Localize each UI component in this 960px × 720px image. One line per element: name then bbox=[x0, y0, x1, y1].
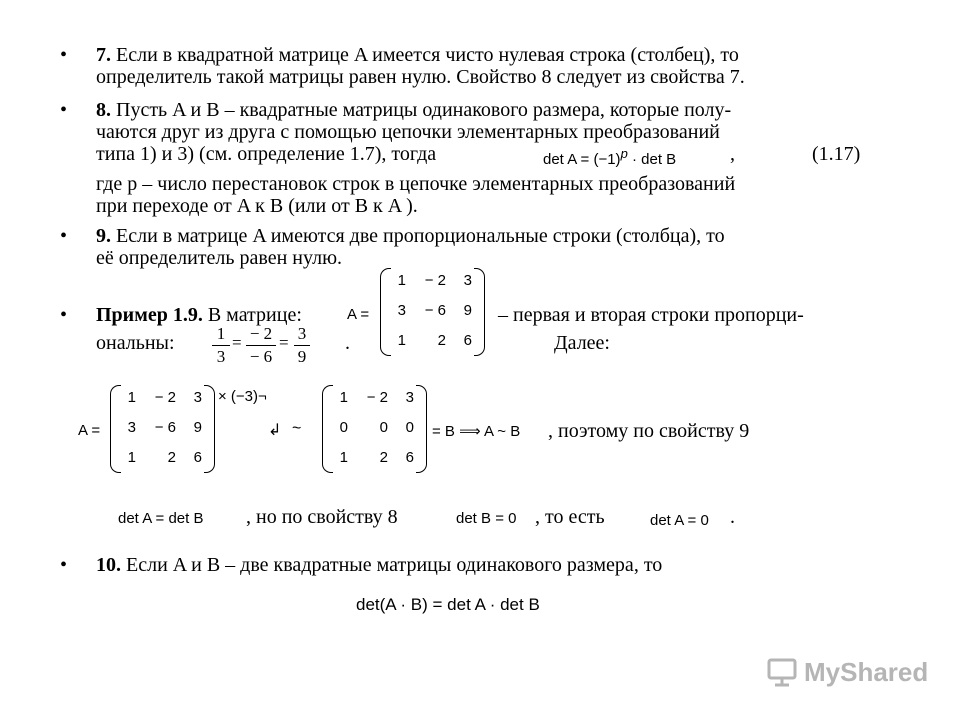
fraction-eq-2: = bbox=[279, 333, 289, 352]
transform-tail: , поэтому по свойству 9 bbox=[548, 420, 750, 442]
example-dot: . bbox=[345, 332, 350, 354]
item-7-line1 bbox=[96, 44, 739, 66]
example-line1 bbox=[96, 304, 302, 326]
fraction-2 bbox=[246, 324, 276, 367]
item-9-line1 bbox=[96, 225, 725, 247]
fraction-3-bar bbox=[294, 345, 310, 346]
item-8-line3: типа 1) и 3) (см. определение 1.7), тогда bbox=[96, 143, 437, 165]
matrix-cell: 6 bbox=[463, 332, 472, 349]
matrix-cell: 1 bbox=[127, 389, 136, 406]
fraction-1-den: 3 bbox=[216, 347, 226, 366]
watermark-text: MyShared bbox=[804, 656, 929, 687]
matrix-cell: 1 bbox=[339, 449, 348, 466]
row-multiplier: × (−3)¬ bbox=[218, 388, 267, 405]
bullet-10: • bbox=[60, 554, 68, 576]
fraction-2-den: − 6 bbox=[249, 347, 273, 366]
equals-b-implies: = B ⟹ A ~ B bbox=[432, 423, 521, 440]
example-label: Пример 1.9. bbox=[96, 304, 203, 326]
fraction-2-bar bbox=[246, 345, 276, 346]
matrix-cell: 3 bbox=[463, 272, 472, 289]
watermark bbox=[766, 656, 928, 688]
item-8-line4: где p – число перестановок строк в цепочке элементарных преобразований bbox=[96, 173, 736, 195]
item-7-number: 7. bbox=[96, 44, 111, 66]
matrix-cell: 1 bbox=[127, 449, 136, 466]
matrix-cell: 3 bbox=[405, 389, 414, 406]
fraction-2-num: − 2 bbox=[249, 324, 273, 343]
matrix-cell: 9 bbox=[193, 419, 202, 436]
fraction-3-den: 9 bbox=[297, 347, 307, 366]
conclusion-text1: , но по свойству 8 bbox=[246, 506, 398, 528]
matrix-right-bracket bbox=[204, 385, 215, 473]
fraction-1-num: 1 bbox=[216, 324, 226, 343]
matrix-cell: 9 bbox=[463, 302, 472, 319]
fraction-1 bbox=[212, 324, 230, 367]
item-10-line1 bbox=[96, 554, 662, 576]
matrix-cell: 3 bbox=[397, 302, 406, 319]
example-text1: В матрице: bbox=[207, 304, 302, 326]
example-matrix bbox=[380, 268, 485, 356]
matrix-cell: 2 bbox=[167, 449, 176, 466]
matrix-cell: 6 bbox=[193, 449, 202, 466]
example-a-eq: A = bbox=[347, 306, 370, 323]
example-text3: ональны: bbox=[96, 332, 175, 354]
formula-1-17-rhs: · det B bbox=[631, 151, 677, 168]
formula-comma: , bbox=[730, 143, 735, 165]
conclusion-text2: , то есть bbox=[535, 506, 605, 528]
fraction-eq-1: = bbox=[232, 333, 242, 352]
matrix-cell: − 2 bbox=[154, 389, 176, 406]
fraction-3-num: 3 bbox=[297, 324, 307, 343]
item-8-line1 bbox=[96, 99, 731, 121]
item-7-line2: определитель такой матрицы равен нулю. Свойство 8 следует из свойства 7. bbox=[96, 66, 745, 88]
matrix-cell: 2 bbox=[437, 332, 446, 349]
item-8-number: 8. bbox=[96, 99, 111, 121]
bullet-example: • bbox=[60, 304, 68, 326]
conclusion-dot: . bbox=[730, 506, 735, 528]
item-8-line2: чаются друг из друга с помощью цепочки элементарных преобразований bbox=[96, 121, 720, 143]
matrix-cell: 0 bbox=[405, 419, 414, 436]
equation-number: (1.17) bbox=[812, 143, 861, 165]
formula-det-a-zero: det A = 0 bbox=[650, 512, 709, 529]
matrix-cell: − 6 bbox=[154, 419, 176, 436]
formula-det-b-zero: det B = 0 bbox=[456, 510, 517, 527]
matrix-cell: 0 bbox=[339, 419, 348, 436]
transform-matrix-b bbox=[322, 385, 427, 473]
matrix-right-bracket bbox=[474, 268, 485, 356]
matrix-cell: 2 bbox=[379, 449, 388, 466]
formula-det-product: det(A · B) = det A · det B bbox=[356, 595, 540, 614]
item-10-text1: Если A и B – две квадратные матрицы одинакового размера, то bbox=[126, 554, 663, 576]
row-arrow: ↲ bbox=[268, 422, 282, 439]
matrix-right-bracket bbox=[416, 385, 427, 473]
presentation-icon bbox=[766, 656, 798, 688]
matrix-cell: − 6 bbox=[424, 302, 446, 319]
fraction-1-bar bbox=[212, 345, 230, 346]
matrix-cell: − 2 bbox=[424, 272, 446, 289]
matrix-cell: 0 bbox=[379, 419, 388, 436]
item-10-number: 10. bbox=[96, 554, 121, 576]
item-8-line5: при переходе от A к B (или от B к A ). bbox=[96, 195, 418, 217]
equivalence-tilde: ~ bbox=[292, 420, 302, 437]
bullet-9: • bbox=[60, 225, 68, 247]
formula-1-17-lhs: det A = (−1) bbox=[543, 151, 621, 168]
bullet-7: • bbox=[60, 44, 68, 66]
transform-matrix-a bbox=[110, 385, 215, 473]
example-text4: Далее: bbox=[554, 332, 610, 354]
formula-det-a-eq-det-b: det A = det B bbox=[118, 510, 204, 527]
matrix-cell: 1 bbox=[397, 332, 406, 349]
item-9-text1: Если в матрице A имеются две пропорциональные строки (столбца), то bbox=[116, 225, 725, 247]
item-9-number: 9. bbox=[96, 225, 111, 247]
bullet-8: • bbox=[60, 99, 68, 121]
matrix-cell: 1 bbox=[397, 272, 406, 289]
matrix-cell: 1 bbox=[339, 389, 348, 406]
item-7-text1: Если в квадратной матрице A имеется чисто нулевая строка (столбец), то bbox=[116, 44, 739, 66]
fraction-3 bbox=[294, 324, 310, 367]
formula-1-17-exp: p bbox=[620, 146, 628, 161]
matrix-cell: 6 bbox=[405, 449, 414, 466]
transform-a-eq: A = bbox=[78, 422, 101, 439]
item-9-line2: её определитель равен нулю. bbox=[96, 247, 343, 269]
formula-1-17 bbox=[543, 146, 676, 168]
example-text2: – первая и вторая строки пропорци- bbox=[498, 304, 804, 326]
matrix-cell: 3 bbox=[193, 389, 202, 406]
matrix-cell: − 2 bbox=[366, 389, 388, 406]
item-8-text1: Пусть A и B – квадратные матрицы одинакового размера, которые полу- bbox=[116, 99, 732, 121]
matrix-cell: 3 bbox=[127, 419, 136, 436]
